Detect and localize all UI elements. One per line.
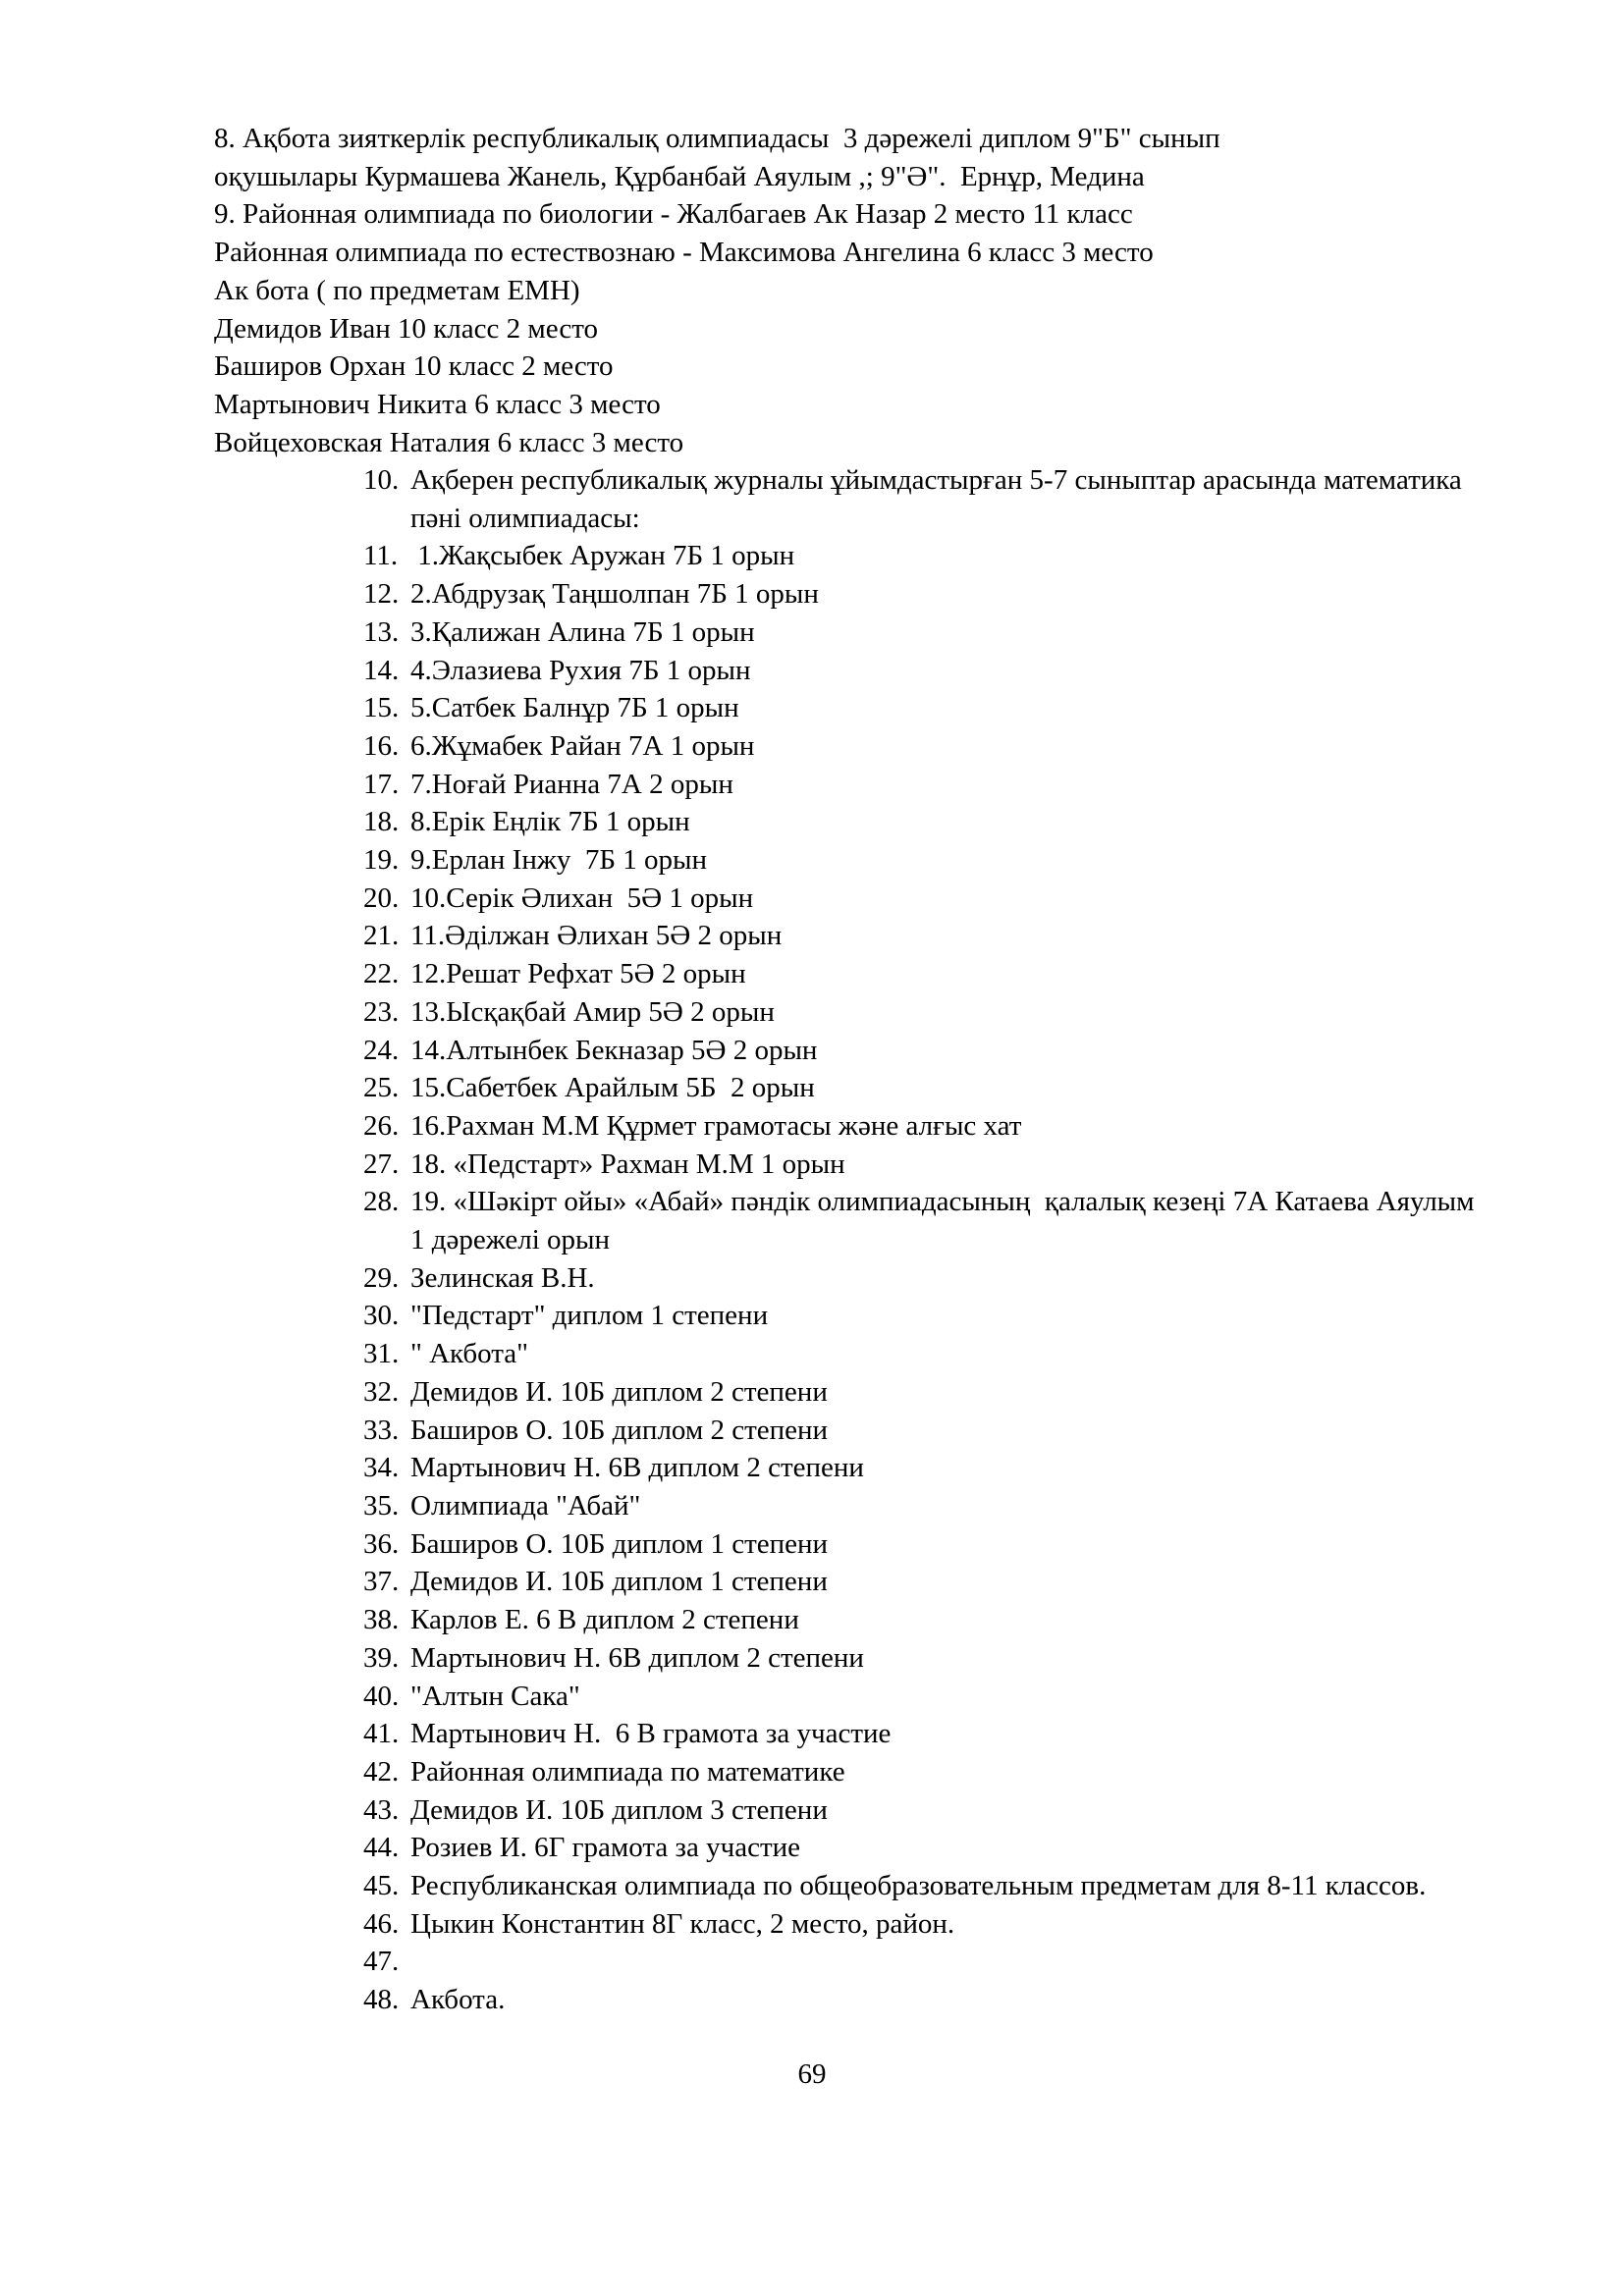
numbered-list (363, 461, 1492, 2019)
list-item-number: 25. (363, 1072, 400, 1104)
list-item (363, 955, 1492, 993)
list-item-number: 42. (363, 1755, 400, 1788)
list-item (363, 1183, 1492, 1258)
list-item (363, 803, 1492, 841)
list-item-text: 4.Элазиева Рухия 7Б 1 орын (410, 654, 751, 686)
list-item-number: 34. (363, 1452, 400, 1484)
list-item-number: 39. (363, 1641, 400, 1674)
list-item (363, 880, 1492, 918)
list-item-text: "Педстарт" диплом 1 степени (410, 1300, 769, 1332)
list-item (363, 1678, 1492, 1716)
list-item-text: Мартынович Н. 6В диплом 2 степени (410, 1452, 864, 1484)
list-item-text: 2.Абдрузақ Таңшолпан 7Б 1 орын (410, 578, 819, 611)
list-item-text: 6.Жұмабек Райан 7А 1 орын (410, 729, 755, 762)
list-item (363, 614, 1492, 652)
list-item-text: Республиканская олимпиада по общеобразовательным предметам для 8-11 классов. (410, 1870, 1427, 1902)
list-item-number: 21. (363, 920, 400, 952)
list-item (363, 841, 1492, 880)
list-item-text: 16.Рахман М.М Құрмет грамотасы және алғыс хат (410, 1109, 1022, 1142)
list-item (363, 1753, 1492, 1791)
list-item (363, 1297, 1492, 1335)
list-item-number: 26. (363, 1109, 400, 1142)
list-item-text: 7.Ноғай Рианна 7А 2 орын (410, 768, 733, 800)
list-item-number: 45. (363, 1870, 400, 1902)
list-item-text: Демидов И. 10Б диплом 2 степени (410, 1375, 828, 1408)
list-item (363, 1867, 1492, 1905)
intro-line: 9. Районная олимпиада по биологии - Жалбагаев Ак Назар 2 место 11 класс (214, 198, 1133, 231)
intro-line: Баширов Орхан 10 класс 2 место (214, 350, 614, 383)
list-item-text: 5.Сатбек Балнұр 7Б 1 орын (410, 692, 739, 724)
list-item-text: 3.Қалижан Алина 7Б 1 орын (410, 615, 755, 648)
list-item-text: Зелинская В.Н. (410, 1261, 595, 1294)
list-item-number: 43. (363, 1793, 400, 1826)
list-item (363, 727, 1492, 766)
list-item (363, 652, 1492, 690)
list-item-number: 33. (363, 1414, 400, 1446)
list-item (363, 1069, 1492, 1107)
list-item-number: 47. (363, 1946, 400, 1978)
list-item-text: "Алтын Сака" (410, 1680, 580, 1712)
list-item-number: 10. (363, 464, 400, 496)
list-item (363, 1791, 1492, 1830)
list-item-number: 46. (363, 1907, 400, 1940)
list-item-text: 14.Алтынбек Бекназар 5Ә 2 орын (410, 1034, 818, 1066)
list-item-number: 48. (363, 1984, 400, 2016)
list-item (363, 461, 1492, 537)
list-item-number: 44. (363, 1832, 400, 1864)
list-item-number: 29. (363, 1261, 400, 1294)
list-item (363, 1601, 1492, 1639)
list-item (363, 993, 1492, 1032)
list-item (363, 917, 1492, 955)
list-item-text: 9.Ерлан Інжу 7Б 1 орын (410, 844, 708, 877)
list-item (363, 1412, 1492, 1450)
list-item-number: 12. (363, 578, 400, 611)
list-item-text: Баширов О. 10Б диплом 1 степени (410, 1527, 829, 1560)
list-item (363, 1943, 1492, 1981)
list-item (363, 1639, 1492, 1678)
list-item-number: 19. (363, 844, 400, 877)
list-item-number: 37. (363, 1566, 400, 1598)
list-item-number: 20. (363, 881, 400, 914)
intro-line: оқушылары Курмашева Жанель, Құрбанбай Аяулым ,; 9"Ә". Ернұр, Медина (214, 160, 1145, 192)
list-item (363, 766, 1492, 804)
list-item-text: 8.Ерік Еңлік 7Б 1 орын (410, 806, 690, 838)
list-item (363, 1335, 1492, 1373)
list-item-number: 38. (363, 1604, 400, 1636)
list-item-number: 16. (363, 729, 400, 762)
list-item-text: Демидов И. 10Б диплом 3 степени (410, 1793, 828, 1826)
intro-line: Войцеховская Наталия 6 класс 3 место (214, 426, 684, 458)
list-item-text: 18. «Педстарт» Рахман М.М 1 орын (410, 1148, 845, 1180)
list-item-number: 27. (363, 1148, 400, 1180)
list-item (363, 1563, 1492, 1601)
list-item-number: 13. (363, 615, 400, 648)
intro-line: Районная олимпиада по естествознаю - Максимова Ангелина 6 класс 3 место (214, 237, 1154, 269)
list-item-number: 24. (363, 1034, 400, 1066)
list-item-text: Акбота. (410, 1984, 506, 2016)
list-item-number: 31. (363, 1338, 400, 1370)
list-item-number: 15. (363, 692, 400, 724)
list-item-text (410, 1943, 1492, 1981)
list-item-text: 15.Сабетбек Арайлым 5Б 2 орын (410, 1072, 815, 1104)
list-item (363, 575, 1492, 614)
list-item (363, 1715, 1492, 1753)
intro-line: Демидов Иван 10 класс 2 место (214, 312, 599, 345)
list-item-text: Цыкин Константин 8Г класс, 2 место, район. (410, 1907, 955, 1940)
list-item (363, 1905, 1492, 1944)
list-item-text: Районная олимпиада по математике (410, 1755, 845, 1788)
list-item-text: 10.Серік Әлихан 5Ә 1 орын (410, 881, 754, 914)
list-item-number: 23. (363, 995, 400, 1028)
list-item (363, 1829, 1492, 1867)
list-item (363, 1032, 1492, 1070)
list-item-text: Розиев И. 6Г грамота за участие (410, 1832, 801, 1864)
list-item-number: 30. (363, 1300, 400, 1332)
intro-line: Мартынович Никита 6 класс 3 место (214, 388, 661, 420)
list-item-text: 13.Ысқақбай Амир 5Ә 2 орын (410, 995, 775, 1028)
list-item-number: 22. (363, 958, 400, 990)
list-item-number: 28. (363, 1186, 400, 1218)
list-item (363, 1373, 1492, 1412)
list-item-text: Мартынович Н. 6 В грамота за участие (410, 1718, 892, 1750)
list-item-text: " Акбота" (410, 1338, 529, 1370)
list-item-number: 40. (363, 1680, 400, 1712)
list-item-text: Ақберен республикалық журналы ұйымдастырған 5-7 сыныптар арасында математика пәні олимпиадасы: (410, 464, 1470, 534)
list-item-number: 14. (363, 654, 400, 686)
list-item-text: Карлов Е. 6 В диплом 2 степени (410, 1604, 799, 1636)
list-item (363, 1107, 1492, 1146)
list-item-number: 36. (363, 1527, 400, 1560)
list-item-number: 35. (363, 1489, 400, 1522)
page-number: 69 (797, 2058, 827, 2090)
list-item (363, 1981, 1492, 2019)
list-item-text: 1.Жақсыбек Аружан 7Б 1 орын (410, 540, 795, 572)
list-item-text: Демидов И. 10Б диплом 1 степени (410, 1566, 828, 1598)
list-item-text: Баширов О. 10Б диплом 2 степени (410, 1414, 829, 1446)
list-item (363, 689, 1492, 727)
list-item-text: 11.Әділжан Әлихан 5Ә 2 орын (410, 920, 783, 952)
intro-line: 8. Ақбота зияткерлік республикалық олимпиадасы 3 дәрежелі диплом 9"Б" сынып (214, 123, 1220, 154)
list-item-text: 19. «Шәкірт ойы» «Абай» пәндік олимпиадасының қалалық кезеңі 7А Катаева Аяулым 1 дәрежелі орын (410, 1186, 1482, 1256)
list-item (363, 1449, 1492, 1487)
intro-line: Ак бота ( по предметам ЕМН) (214, 274, 580, 306)
list-item-number: 18. (363, 806, 400, 838)
list-item-number: 41. (363, 1718, 400, 1750)
list-item (363, 1487, 1492, 1525)
list-item (363, 1146, 1492, 1184)
list-item-number: 11. (363, 540, 399, 572)
list-item (363, 537, 1492, 575)
list-item (363, 1525, 1492, 1564)
list-item-number: 32. (363, 1375, 400, 1408)
list-item-text: Олимпиада "Абай" (410, 1489, 641, 1522)
list-item-number: 17. (363, 768, 400, 800)
list-item (363, 1259, 1492, 1298)
list-item-text: 12.Решат Рефхат 5Ә 2 орын (410, 958, 746, 990)
intro-block (214, 120, 1490, 461)
list-item-text: Мартынович Н. 6В диплом 2 степени (410, 1641, 864, 1674)
